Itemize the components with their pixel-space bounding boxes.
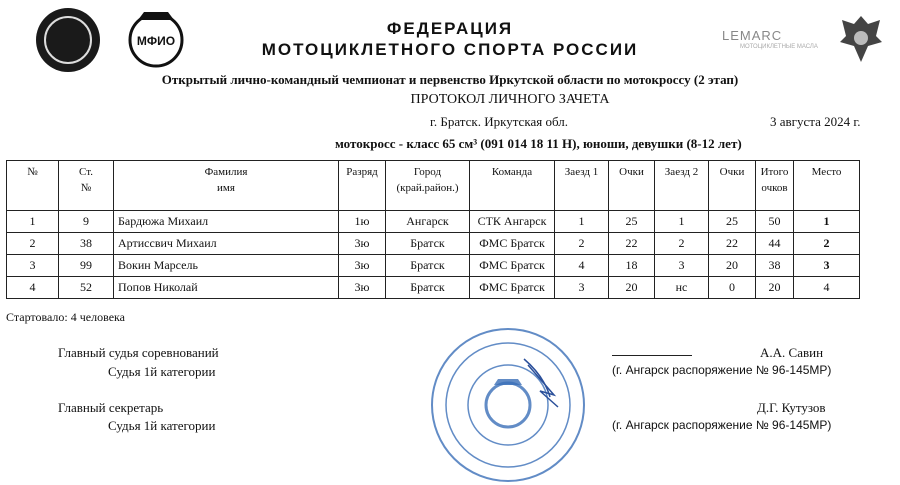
cell-start-number: 99 xyxy=(59,255,114,277)
header-start-number: Ст. № xyxy=(59,161,114,211)
lemarc-logo: LEMARC xyxy=(722,28,783,43)
cell-race2: 3 xyxy=(655,255,709,277)
federation-title xyxy=(190,18,710,60)
cell-start-number: 38 xyxy=(59,233,114,255)
table-header-row xyxy=(7,161,860,211)
cell-points1: 25 xyxy=(609,211,655,233)
cell-name: Вокин Марсель xyxy=(114,255,339,277)
chief-judge-note: (г. Ангарск распоряжение № 96-145МР) xyxy=(612,363,832,377)
federation-line1: ФЕДЕРАЦИЯ xyxy=(386,19,514,38)
cell-num: 4 xyxy=(7,277,59,299)
cell-total: 44 xyxy=(756,233,794,255)
federation-line2: МОТОЦИКЛЕТНОГО СПОРТА РОССИИ xyxy=(261,40,639,59)
started-count: Стартовало: 4 человека xyxy=(6,310,125,324)
cell-team: ФМС Братск xyxy=(470,277,555,299)
signature-line xyxy=(612,355,692,356)
eagle-emblem-icon xyxy=(838,10,884,66)
header-city: Город (край.район.) xyxy=(386,161,470,211)
table-row xyxy=(7,255,860,277)
cell-points2: 0 xyxy=(709,277,756,299)
header-points1: Очки xyxy=(609,161,655,211)
header-race2: Заезд 2 xyxy=(655,161,709,211)
cell-rank: 3ю xyxy=(339,255,386,277)
cell-race1: 2 xyxy=(555,233,609,255)
cell-city: Братск xyxy=(386,255,470,277)
chief-judge-name: А.А. Савин xyxy=(760,345,824,360)
cell-city: Братск xyxy=(386,277,470,299)
cell-name: Бардюжа Михаил xyxy=(114,211,339,233)
official-stamp xyxy=(428,325,588,485)
cell-race2: 2 xyxy=(655,233,709,255)
cell-race1: 1 xyxy=(555,211,609,233)
cell-place: 2 xyxy=(794,233,860,255)
cell-points1: 22 xyxy=(609,233,655,255)
championship-title: Открытый лично-командный чемпионат и первенство Иркутской области по мотокроссу (2 этап) xyxy=(161,72,739,87)
cell-num: 1 xyxy=(7,211,59,233)
header-name: Фамилия имя xyxy=(114,161,339,211)
mfb-logo xyxy=(36,8,100,72)
cell-race1: 3 xyxy=(555,277,609,299)
lemarc-subtitle: МОТОЦИКЛЕТНЫЕ МАСЛА xyxy=(740,44,818,50)
cell-num: 3 xyxy=(7,255,59,277)
cell-place: 1 xyxy=(794,211,860,233)
table-row xyxy=(7,233,860,255)
header-num: № xyxy=(7,161,59,211)
cell-team: ФМС Братск xyxy=(470,255,555,277)
cell-city: Братск xyxy=(386,233,470,255)
cell-place: 3 xyxy=(794,255,860,277)
cell-total: 20 xyxy=(756,277,794,299)
cell-name: Артиcсвич Михаил xyxy=(114,233,339,255)
cell-team: СТК Ангарск xyxy=(470,211,555,233)
cell-rank: 3ю xyxy=(339,233,386,255)
header-points2: Очки xyxy=(709,161,756,211)
cell-name: Попов Николай xyxy=(114,277,339,299)
cell-rank: 1ю xyxy=(339,211,386,233)
table-row xyxy=(7,277,860,299)
cell-points1: 20 xyxy=(609,277,655,299)
cell-points2: 25 xyxy=(709,211,756,233)
chief-secretary-category: Судья 1й категории xyxy=(108,418,216,433)
cell-num: 2 xyxy=(7,233,59,255)
cell-place: 4 xyxy=(794,277,860,299)
cell-start-number: 52 xyxy=(59,277,114,299)
event-city: г. Братск. Иркутская обл. xyxy=(430,114,568,129)
cell-points2: 20 xyxy=(709,255,756,277)
cell-total: 38 xyxy=(756,255,794,277)
header-place: Место xyxy=(794,161,860,211)
cell-race1: 4 xyxy=(555,255,609,277)
cell-start-number: 9 xyxy=(59,211,114,233)
header-team: Команда xyxy=(470,161,555,211)
cell-race2: 1 xyxy=(655,211,709,233)
results-table xyxy=(6,160,860,299)
cell-city: Ангарск xyxy=(386,211,470,233)
chief-secretary-note: (г. Ангарск распоряжение № 96-145МР) xyxy=(612,418,832,432)
chief-judge-category: Судья 1й категории xyxy=(108,364,216,379)
cell-race2: нс xyxy=(655,277,709,299)
chief-secretary-title: Главный секретарь xyxy=(58,400,164,415)
cell-points1: 18 xyxy=(609,255,655,277)
cell-points2: 22 xyxy=(709,233,756,255)
class-description: мотокросс - класс 65 см³ (091 014 18 11 Н), юноши, девушки (8-12 лет) xyxy=(335,136,742,151)
mfio-logo xyxy=(128,8,184,68)
chief-secretary-name: Д.Г. Кутузов xyxy=(757,400,826,415)
table-row xyxy=(7,211,860,233)
header-rank: Разряд xyxy=(339,161,386,211)
chief-judge-title: Главный судья соревнований xyxy=(58,345,219,360)
header-race1: Заезд 1 xyxy=(555,161,609,211)
cell-total: 50 xyxy=(756,211,794,233)
cell-team: ФМС Братск xyxy=(470,233,555,255)
mfio-logo-text: МФИО xyxy=(136,34,176,48)
cell-rank: 3ю xyxy=(339,277,386,299)
event-date: 3 августа 2024 г. xyxy=(770,114,861,129)
header-total: Итого очков xyxy=(756,161,794,211)
protocol-title: ПРОТОКОЛ ЛИЧНОГО ЗАЧЕТА xyxy=(410,92,610,107)
